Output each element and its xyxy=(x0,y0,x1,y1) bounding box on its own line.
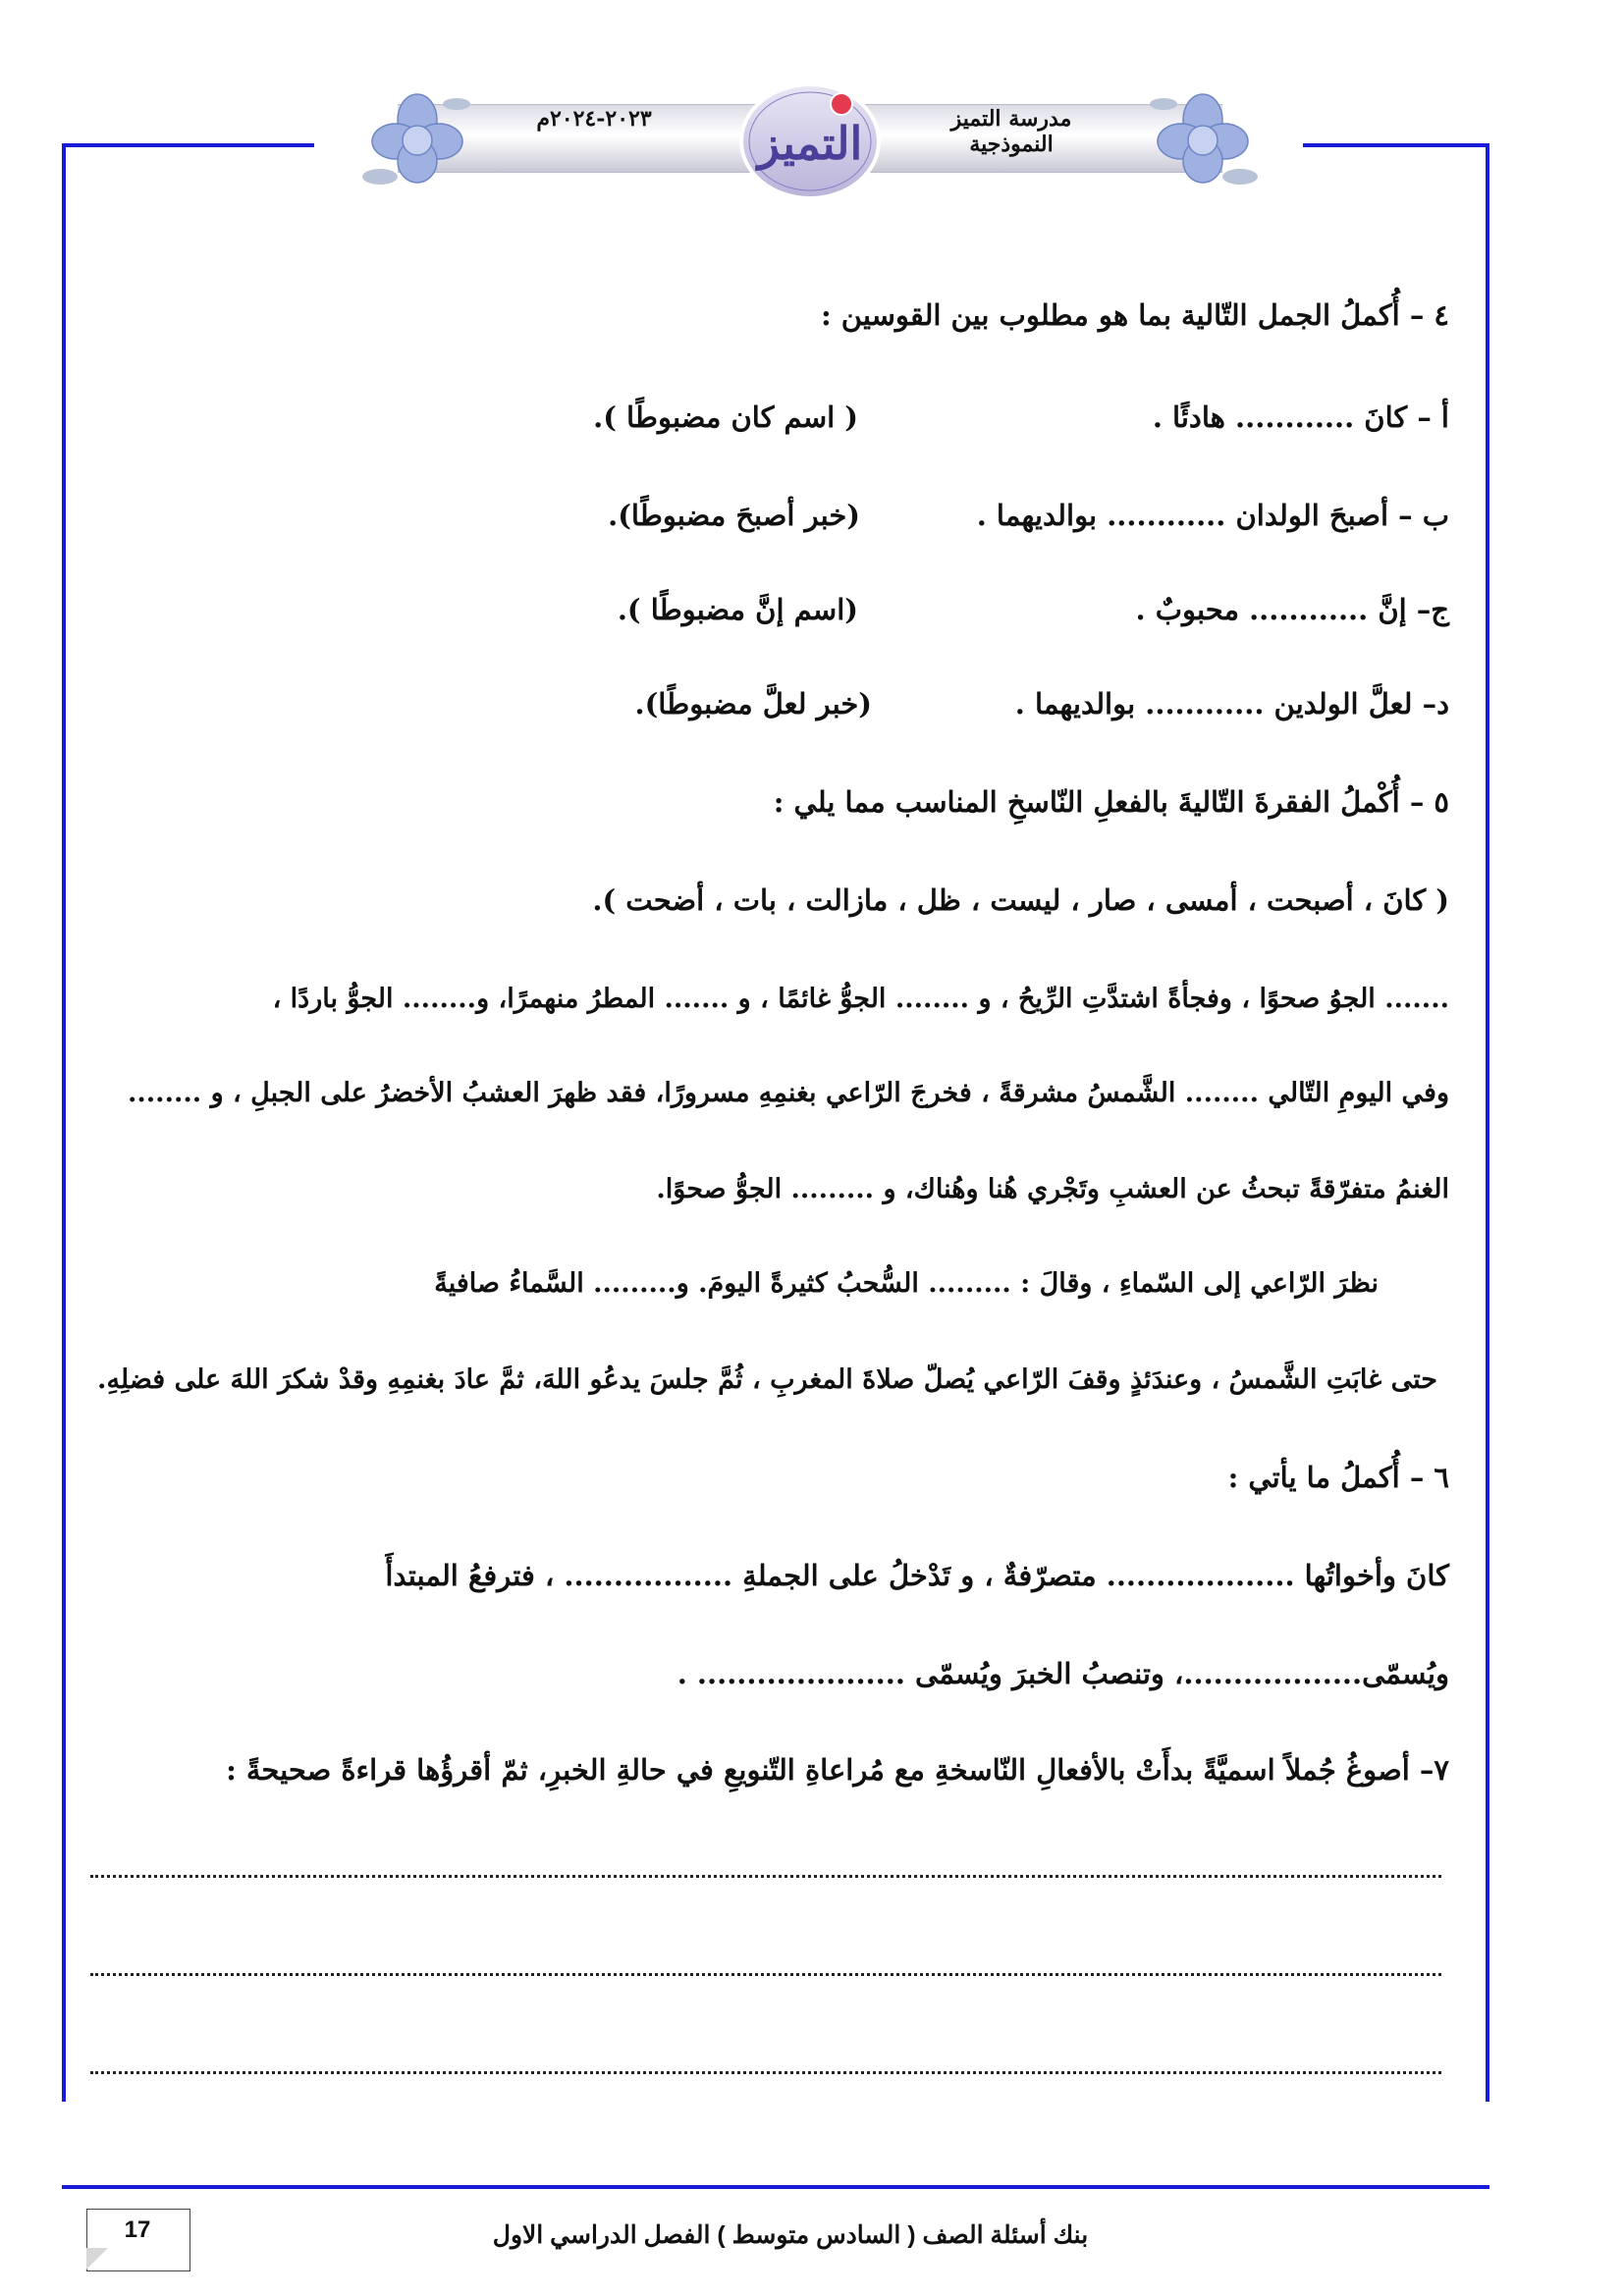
frame-top-left xyxy=(62,143,314,147)
q4-item-b-sentence: ب – أصبحَ الولدان ............ بوالديهما . xyxy=(976,499,1449,532)
frame-top-right xyxy=(1303,143,1489,147)
header-banner xyxy=(358,80,1262,200)
q4-item-c-hint: (اسم إنَّ مضبوطًا ). xyxy=(617,593,858,626)
q7-title: ٧– أصوغُ جُملاً اسميَّةً بدأَتْ بالأفعالِ النّاسخةِ مع مُراعاةِ التّنويعِ في حالةِ الخبرِ، ثمّ أقرؤُها قراءةً صحيحةً : xyxy=(226,1753,1449,1787)
q5-paragraph-line-4: نظرَ الرّاعي إلى السّماءِ ، وقالَ : ......... السُّحبُ كثيرةً اليومَ. و......... السَّماءُ صافيةً xyxy=(434,1268,1379,1299)
q5-paragraph-line-5: حتى غابَتِ الشَّمسُ ، وعندَئذٍ وقفَ الرّاعي يُصلّ صلاةَ المغربِ ، ثُمَّ جلسَ يدعُو اللهَ، ثمَّ عادَ بغنمِهِ وقدْ شكرَ اللهَ على فضلِهِ. xyxy=(97,1364,1437,1395)
q6-title: ٦ – أُكملُ ما يأتي : xyxy=(1227,1461,1449,1494)
footer-text: بنك أسئلة الصف ( السادس متوسط ) الفصل الدراسي الاول xyxy=(492,2221,1089,2249)
frame-right xyxy=(1486,143,1489,2102)
frame-left xyxy=(62,143,66,2102)
answer-line-1[interactable] xyxy=(90,1875,1441,1878)
q5-paragraph-line-2: وفي اليومِ التّالي ........ الشَّمسُ مشرقةً ، فخرجَ الرّاعي بغنمِهِ مسرورًا، فقد ظهرَ العشبُ الأخضرُ على الجبلِ ، و ........ xyxy=(127,1078,1449,1108)
q4-item-a-sentence: أ – كانَ ............ هادئًا . xyxy=(1152,400,1449,434)
school-name: مدرسة التميز النموذجية xyxy=(950,106,1072,157)
logo-text: التميز xyxy=(757,117,863,170)
page-number: 17 xyxy=(124,2216,151,2243)
q4-title: ٤ – أُكملُ الجمل التّالية بما هو مطلوب بين القوسين : xyxy=(820,298,1449,332)
q6-line-2: ويُسمّى..................، وتنصبُ الخبرَ ويُسمّى ..................... . xyxy=(677,1657,1449,1690)
footer-line xyxy=(62,2185,1489,2189)
q4-item-d-sentence: د– لعلَّ الولدين ............ بوالديهما . xyxy=(1014,687,1449,721)
q4-item-c-sentence: ج– إنَّ ............ محبوبٌ . xyxy=(1135,593,1449,626)
logo-dot-icon xyxy=(831,93,852,115)
q5-paragraph-line-3: الغنمُ متفرّقةً تبحثُ عن العشبِ وتَجْري هُنا وهُناك، و ......... الجوُّ صحوًا. xyxy=(656,1174,1449,1204)
flower-right-icon xyxy=(1144,80,1262,198)
q4-item-d-hint: (خبر لعلَّ مضبوطًا). xyxy=(634,687,872,721)
school-year: ٢٠٢٣-٢٠٢٤م xyxy=(536,106,652,132)
page-corner-fold xyxy=(86,2248,108,2269)
q5-title: ٥ – أُكْملُ الفقرةَ التّاليةَ بالفعلِ النّاسخِ المناسب مما يلي : xyxy=(773,785,1449,819)
school-logo xyxy=(731,80,889,200)
q6-line-1: كانَ وأخواتُها ................... متصرّفةٌ ، و تَدْخلُ على الجملةِ ................. ، فترفعُ المبتدأَ xyxy=(385,1559,1449,1592)
q5-options: ( كانَ ، أصبحت ، أمسى ، صار ، ليست ، ظل ، مازالت ، بات ، أضحت ). xyxy=(592,883,1449,917)
q4-item-a-hint: ( اسم كان مضبوطًا ). xyxy=(593,400,858,434)
q5-paragraph-line-1: ....... الجوُ صحوًا ، وفجأةً اشتدَّتِ الرِّيحُ ، و ........ الجوُّ غائمًا ، و ....... المطرُ منهمرًا، و........ الجوُّ باردًا ، xyxy=(272,984,1449,1014)
q4-item-b-hint: (خبر أصبحَ مضبوطًا). xyxy=(608,499,860,532)
answer-line-2[interactable] xyxy=(90,1973,1441,1976)
answer-line-3[interactable] xyxy=(90,2071,1441,2074)
flower-left-icon xyxy=(358,80,476,198)
